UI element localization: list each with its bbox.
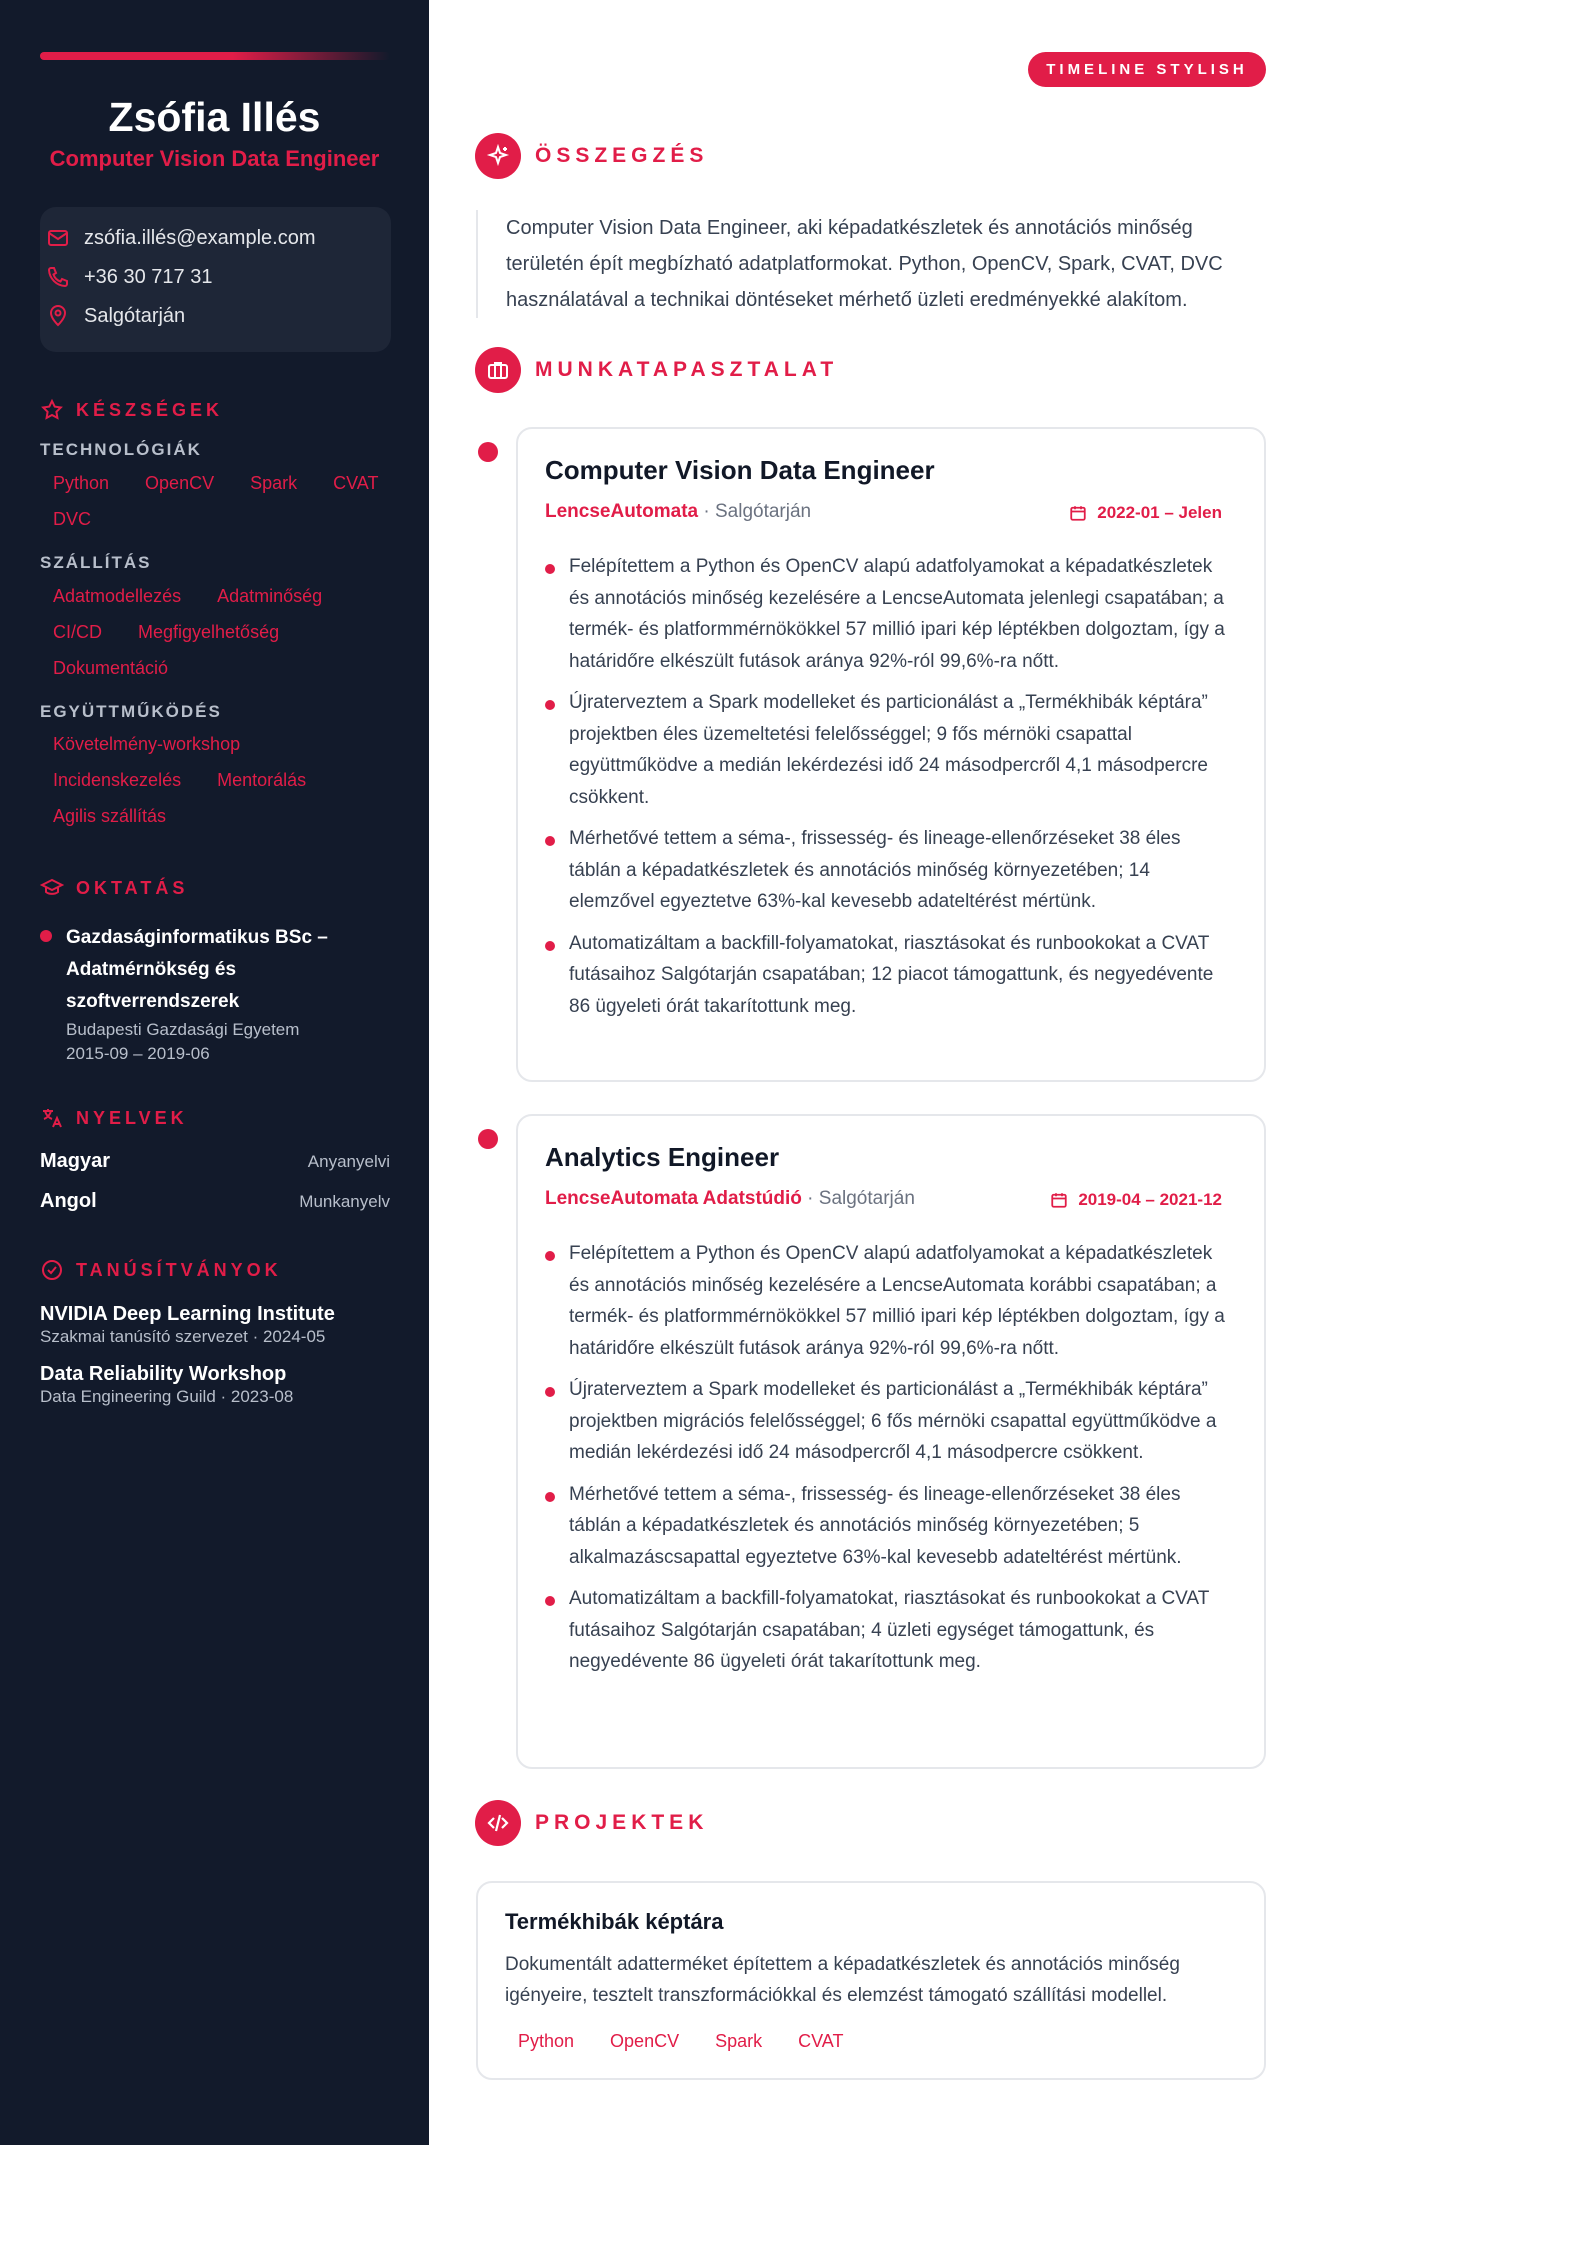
project-tag: Spark [715,2031,763,2051]
job-dates: 2019-04 – 2021-12 [1050,1190,1222,1210]
skill-tag: Adatminőség [217,586,323,606]
job-bullet: Újraterveztem a Spark modelleket és particionálást a „Termékhibák képtára” projektben migrációs felelősséggel; 6 fős mérnöki csapattal együttműködve a medián lekérdezési idő 24 másodpercről 4,1 másodpercre csökkent. [545,1374,1235,1469]
job-title: Computer Vision Data Engineer [545,455,935,485]
briefcase-icon [475,347,521,393]
contact-phone[interactable] [46,265,212,289]
job-card [516,1114,1266,1769]
mail-icon [46,226,70,250]
translate-icon [40,1106,64,1130]
skill-tags [40,806,189,827]
degree-line: Adatmérnökség és [66,959,237,980]
project-tags [505,2031,866,2052]
skill-tags [40,509,114,530]
skill-tags [40,658,191,679]
map-pin-icon [46,304,70,328]
summary-heading: ÖSSZEGZÉS [475,133,708,179]
skills-heading: KÉSZSÉGEK [40,398,223,422]
skill-tags [40,770,329,791]
job-bullet: Felépítettem a Python és OpenCV alapú adatfolyamokat a képadatkészletek és annotációs minőség kezelésére a LencseAutomata jelenlegi csapatában; a termék- és platformmérnökökkel 57 millió ipari kép léptékben dolgoztam, így a határidőre elkészült futások aránya 92%-ról 99,6%-ra nőtt. [545,551,1235,677]
skill-tag: Spark [250,473,298,493]
company-name: LencseAutomata [545,501,699,522]
skill-tag: Python [53,473,110,493]
email-text: zsófia.illés@example.com [84,226,316,249]
job-location: · Salgótarján [698,501,812,522]
skill-tag: Adatmodellezés [53,586,182,606]
certification-title: Data Reliability Workshop [40,1363,287,1385]
skill-tag: Mentorálás [217,770,307,790]
project-title: Termékhibák képtára [505,1909,724,1934]
project-tag: OpenCV [610,2031,680,2051]
candidate-role: Computer Vision Data Engineer [49,146,380,171]
certification-title: NVIDIA Deep Learning Institute [40,1303,335,1325]
location-text: Salgótarján [84,304,186,327]
language-row [40,1150,390,1173]
project-tag: Python [518,2031,575,2051]
job-location: · Salgótarján [801,1188,915,1209]
project-description-line: igényeire, tesztelt transzformációkkal és elemzést támogató szállítási modellel. [505,1985,1168,2006]
education-dates: 2015-09 – 2019-06 [66,1044,210,1063]
summary-line: használatával a technikai döntéseket mérhető üzleti eredményekké alakítom. [506,289,1188,311]
skill-tag: Dokumentáció [53,658,169,678]
skill-tag: Követelmény-workshop [53,734,241,754]
project-tag: CVAT [798,2031,844,2051]
skill-tag: Incidenskezelés [53,770,182,790]
job-bullet: Mérhetővé tettem a séma-, frissesség- és lineage-ellenőrzéseket 38 éles táblán a képadatkészletek és annotációs minőség környezetében; 14 elemzővel egyeztetve 63%-kal kevesebb adateltérést mértünk. [545,823,1235,918]
school-name: Budapesti Gazdasági Egyetem [66,1020,300,1039]
contact-location [46,304,185,328]
accent-bar [40,52,390,60]
project-card [476,1881,1266,2080]
sparkle-icon [475,133,521,179]
skill-tag: OpenCV [145,473,215,493]
star-icon [40,398,64,422]
project-description [505,1949,1245,2011]
skill-tag: CVAT [333,473,379,493]
languages-heading: NYELVEK [40,1106,188,1130]
company-name: LencseAutomata Adatstúdió [545,1188,802,1209]
certification-issuer: Data Engineering Guild · 2023-08 [40,1387,294,1406]
skill-tags [40,586,345,607]
certification-entry [40,1303,400,1347]
language-level: Munkanyelv [299,1191,390,1211]
job-bullet: Mérhetővé tettem a séma-, frissesség- és lineage-ellenőrzéseket 38 éles táblán a képadatkészletek és annotációs minőség környezetében; 5 alkalmazáscsapattal egyeztetve 63%-kal kevesebb adateltérést mértünk. [545,1479,1235,1574]
skill-tags [40,473,401,494]
projects-heading: PROJEKTEK [475,1800,708,1846]
certification-entry [40,1363,400,1407]
job-bullets [545,551,1235,1032]
timeline-dot [478,1129,498,1149]
certification-issuer: Szakmai tanúsító szervezet · 2024-05 [40,1327,326,1346]
skill-group-title: EGYÜTTMŰKÖDÉS [40,702,222,721]
calendar-icon [1050,1191,1068,1209]
skill-tags [40,734,263,755]
language-name: Magyar [40,1150,111,1172]
graduation-cap-icon [40,876,64,900]
sidebar [0,0,429,2145]
skill-tag: DVC [53,509,92,529]
degree-line: szoftverrendszerek [66,991,240,1012]
job-bullet: Újraterveztem a Spark modelleket és particionálást a „Termékhibák képtára” projektben éles üzemeltetési felelősséggel; 9 fős mérnöki csapattal együttműködve a medián lekérdezési idő 24 másodpercről 4,1 másodpercre csökkent. [545,687,1235,813]
job-company [545,1188,915,1210]
skill-group-title: TECHNOLÓGIÁK [40,440,202,459]
summary-line: területén épít megbízható adatplatformokat. Python, OpenCV, Spark, CVAT, DVC [506,253,1223,275]
summary-line: Computer Vision Data Engineer, aki képadatkészletek és annotációs minőség [506,217,1193,239]
calendar-icon [1069,504,1087,522]
job-card [516,427,1266,1082]
project-description-line: Dokumentált adatterméket építettem a képadatkészletek és annotációs minőség [505,1954,1180,1975]
job-bullet: Felépítettem a Python és OpenCV alapú adatfolyamokat a képadatkészletek és annotációs minőség kezelésére a LencseAutomata korábbi csapatában; a termék- és platformmérnökökkel 57 millió ipari kép léptékben dolgoztam, így a határidőre elkészült futások aránya 92%-ról 99,6%-ra nőtt. [545,1238,1235,1364]
language-row [40,1190,390,1213]
job-company [545,501,811,523]
contact-email[interactable] [46,226,316,250]
education-entry [40,922,390,1066]
skill-tag: Megfigyelhetőség [138,622,280,642]
language-name: Angol [40,1190,97,1212]
degree-line: Gazdaságinformatikus BSc – [66,927,328,948]
education-heading: OKTATÁS [40,876,188,900]
phone-text: +36 30 717 31 [84,265,213,288]
skill-tag: CI/CD [53,622,102,642]
job-dates: 2022-01 – Jelen [1069,503,1222,523]
timeline-dot [478,442,498,462]
skill-tags [40,622,302,643]
skill-tag: Agilis szállítás [53,806,167,826]
summary-text [476,210,1266,318]
timeline-dot [40,930,52,942]
job-bullet: Automatizáltam a backfill-folyamatokat, riasztásokat és runbookokat a CVAT futásaihoz Salgótarján csapatában; 12 piacot támogattunk, és negyedévente 86 ügyeleti órát takarítottunk meg. [545,928,1235,1023]
skill-group-title: SZÁLLÍTÁS [40,553,152,572]
candidate-name: Zsófia Illés [108,94,321,140]
job-bullets [545,1238,1235,1688]
certifications-heading: TANÚSÍTVÁNYOK [40,1258,282,1282]
style-badge: TIMELINE STYLISH [1028,52,1266,87]
phone-icon [46,265,70,289]
job-title: Analytics Engineer [545,1142,780,1172]
experience-heading: MUNKATAPASZTALAT [475,347,838,393]
check-circle-icon [40,1258,64,1282]
language-level: Anyanyelvi [307,1151,390,1171]
job-bullet: Automatizáltam a backfill-folyamatokat, riasztásokat és runbookokat a CVAT futásaihoz Salgótarján csapatában; 4 üzleti egységet támogattunk, és negyedévente 86 ügyeleti órát takarítottunk meg. [545,1583,1235,1678]
code-icon [475,1800,521,1846]
